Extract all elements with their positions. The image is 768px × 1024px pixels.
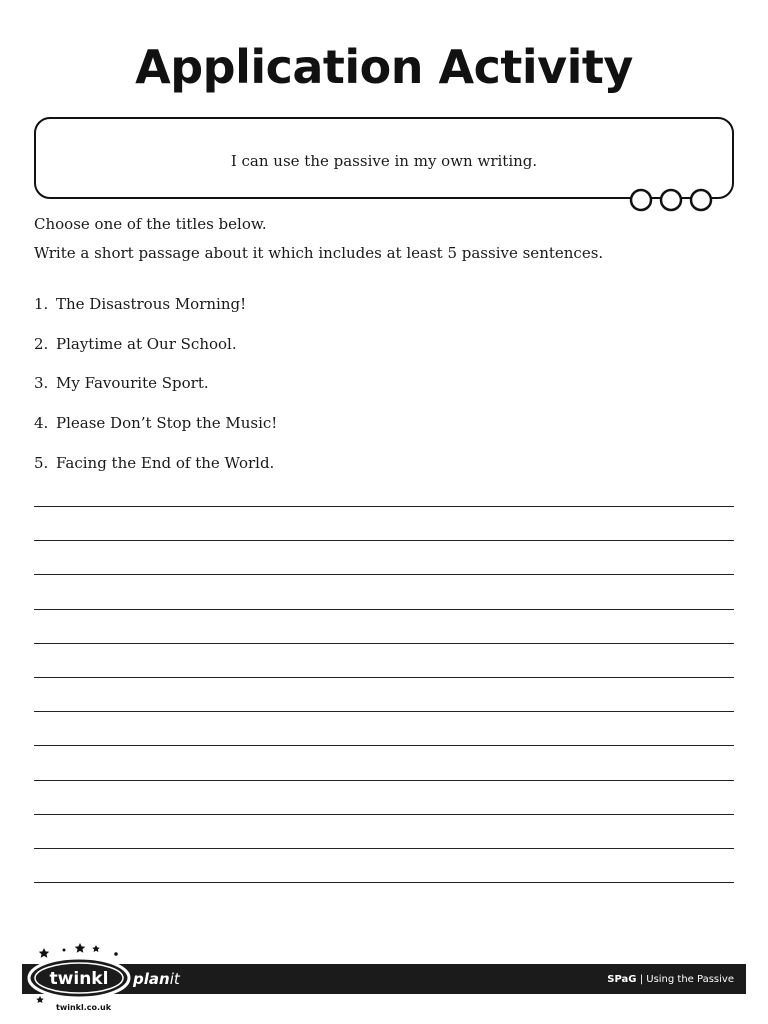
writing-line[interactable] [34,574,734,608]
footer-subject [607,974,734,985]
writing-line[interactable] [34,677,734,711]
writing-line[interactable] [34,609,734,643]
instruction-line-2: Write a short passage about it which includes at least 5 passive sentences. [34,244,604,262]
planit-label [133,970,180,988]
writing-line[interactable] [34,711,734,745]
list-item-text: Playtime at Our School. [56,334,237,353]
list-item-text: Please Don’t Stop the Music! [56,414,278,433]
writing-lines-area[interactable] [34,506,734,916]
list-item-number: 4. [34,414,49,433]
page-title: Application Activity [135,40,633,94]
list-item [34,335,277,375]
list-item-number: 3. [34,374,49,393]
decorative-circles-icon [629,188,715,212]
planit-plan: plan [133,970,170,988]
list-item-text: The Disastrous Morning! [56,295,247,313]
instruction-line-1: Choose one of the titles below. [34,215,267,233]
writing-line[interactable] [34,814,734,848]
list-item [34,414,277,454]
writing-line[interactable] [34,780,734,814]
footer-separator: | [636,974,647,985]
writing-line[interactable] [34,506,734,540]
learning-objective-box [34,117,734,199]
writing-line[interactable] [34,848,734,882]
list-item-number: 5. [34,453,49,472]
footer-url[interactable]: twinkl.co.uk [56,1003,112,1012]
list-item-number: 2. [34,334,49,353]
list-item [34,374,277,414]
titles-list [34,295,277,493]
list-item [34,295,277,335]
twinkl-logo-icon [24,940,134,1010]
list-item-text: My Favourite Sport. [56,374,209,393]
footer-subject-code: SPaG [607,974,637,985]
footer-topic: Using the Passive [646,974,734,985]
list-item-number: 1. [34,295,49,313]
list-item-text: Facing the End of the World. [56,453,275,472]
learning-objective-text: I can use the passive in my own writing. [230,152,538,170]
writing-line[interactable] [34,745,734,779]
writing-line[interactable] [34,643,734,677]
planit-it: it [169,970,180,988]
writing-line[interactable] [34,882,734,916]
writing-line[interactable] [34,540,734,574]
list-item [34,454,277,494]
logo-brand-text: twinkl [49,969,109,989]
